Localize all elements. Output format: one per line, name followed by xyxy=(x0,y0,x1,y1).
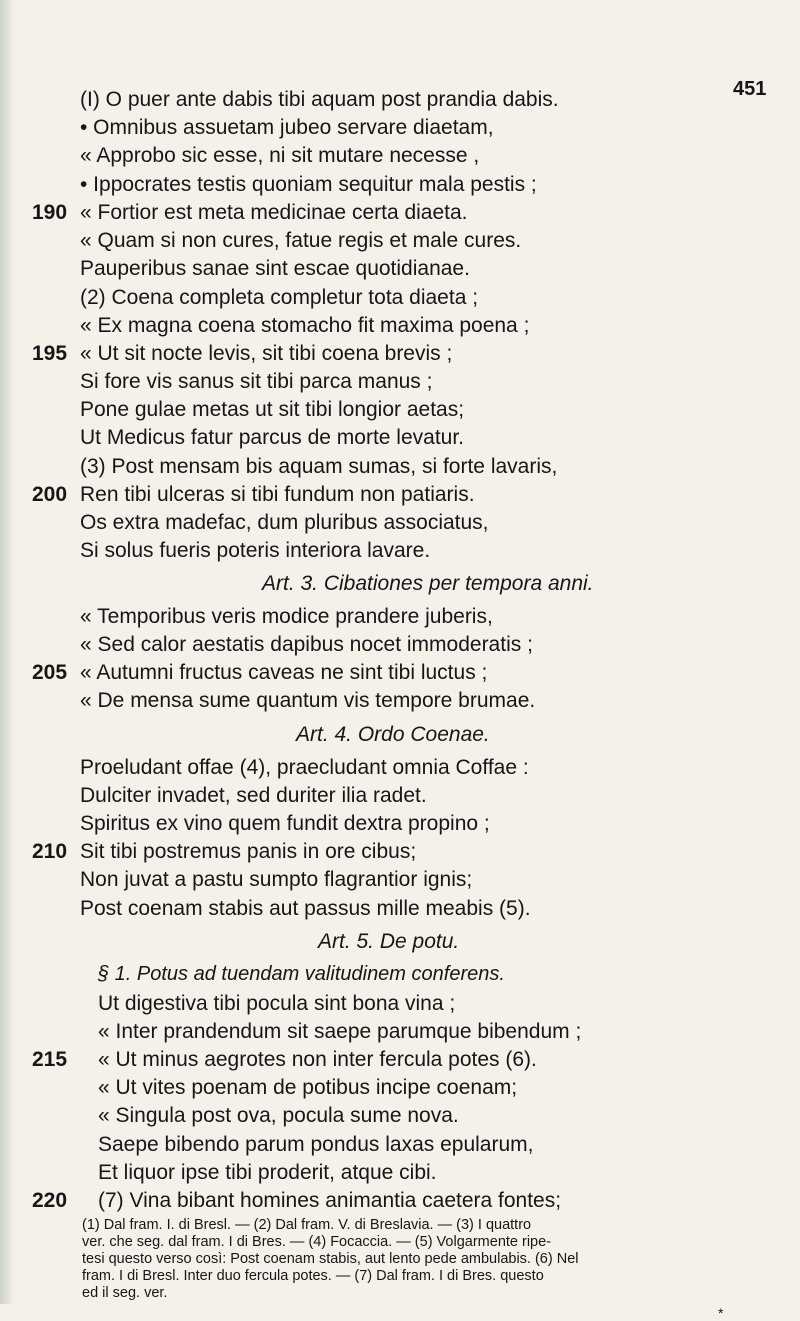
verse-line: Sit tibi postremus panis in ore cibus; xyxy=(80,840,417,863)
verse-line: « Ut vites poenam de potibus incipe coenam; xyxy=(98,1076,518,1099)
subsection-heading: § 1. Potus ad tuendam valitudinem conferens. xyxy=(98,963,505,985)
footnote-line: fram. I di Bresl. Inter duo fercula potes. — (7) Dal fram. I di Bres. questo xyxy=(82,1268,544,1284)
verse-line: « Sed calor aestatis dapibus nocet immoderatis ; xyxy=(80,633,533,656)
verse-line: Os extra madefac, dum pluribus associatus, xyxy=(80,511,489,534)
verse-line: « Quam si non cures, fatue regis et male cures. xyxy=(80,229,522,252)
section-heading-art-4: Art. 4. Ordo Coenae. xyxy=(296,723,490,746)
line-number: 190 xyxy=(32,201,68,224)
verse-line: Pone gulae metas ut sit tibi longior aetas; xyxy=(80,398,465,421)
verse-line: (3) Post mensam bis aquam sumas, si forte lavaris, xyxy=(80,455,558,478)
footnote-line: (1) Dal fram. I. di Bresl. — (2) Dal fram. V. di Breslavia. — (3) I quattro xyxy=(82,1217,532,1233)
verse-line: Saepe bibendo parum pondus laxas epularum, xyxy=(98,1133,534,1156)
verse-line: « Singula post ova, pocula sume nova. xyxy=(98,1104,459,1127)
footnote-line: ver. che seg. dal fram. I di Bres. — (4) Focaccia. — (5) Volgarmente ripe- xyxy=(82,1234,552,1250)
verse-line: « Ut sit nocte levis, sit tibi coena brevis ; xyxy=(80,342,453,365)
verse-line: (2) Coena completa completur tota diaeta ; xyxy=(80,286,479,309)
verse-line: • Ippocrates testis quoniam sequitur mala pestis ; xyxy=(80,173,537,196)
line-number: 195 xyxy=(32,342,68,365)
line-number: 205 xyxy=(32,661,68,684)
verse-line: (7) Vina bibant homines animantia caetera fontes; xyxy=(98,1189,562,1212)
footnote-line: ed il seg. ver. xyxy=(82,1285,168,1301)
line-number: 210 xyxy=(32,840,68,863)
verse-line: Ren tibi ulceras si tibi fundum non patiaris. xyxy=(80,483,475,506)
verse-line: • Omnibus assuetam jubeo servare diaetam, xyxy=(80,116,494,139)
verse-line: Post coenam stabis aut passus mille meabis (5). xyxy=(80,897,531,920)
verse-line: Ut digestiva tibi pocula sint bona vina ; xyxy=(98,992,456,1015)
verse-line: Si fore vis sanus sit tibi parca manus ; xyxy=(80,370,433,393)
verse-line: (I) O puer ante dabis tibi aquam post prandia dabis. xyxy=(80,88,559,111)
line-number: 215 xyxy=(32,1048,68,1071)
verse-line: « Ut minus aegrotes non inter fercula potes (6). xyxy=(98,1048,537,1071)
line-number: 200 xyxy=(32,483,68,506)
verse-line: Spiritus ex vino quem fundit dextra propino ; xyxy=(80,812,490,835)
catchword-asterisk: * xyxy=(718,1305,724,1321)
book-binding-edge xyxy=(0,0,14,1304)
verse-line: « Approbo sic esse, ni sit mutare necesse , xyxy=(80,144,480,167)
footnote-line: tesi questo verso così: Post coenam stabis, aut lento pede ambulabis. (6) Nel xyxy=(82,1251,579,1267)
verse-line: Dulciter invadet, sed duriter ilia radet. xyxy=(80,784,427,807)
verse-line: Ut Medicus fatur parcus de morte levatur. xyxy=(80,426,464,449)
verse-line: Non juvat a pastu sumpto flagrantior ignis; xyxy=(80,868,473,891)
verse-line: « Autumni fructus caveas ne sint tibi luctus ; xyxy=(80,661,488,684)
page-number: 451 xyxy=(733,78,767,100)
verse-line: Et liquor ipse tibi proderit, atque cibi. xyxy=(98,1161,437,1184)
verse-line: « Ex magna coena stomacho fit maxima poena ; xyxy=(80,314,530,337)
line-number: 220 xyxy=(32,1189,68,1212)
verse-line: Pauperibus sanae sint escae quotidianae. xyxy=(80,257,470,280)
section-heading-art-5: Art. 5. De potu. xyxy=(318,930,460,953)
verse-line: « Temporibus veris modice prandere juberis, xyxy=(80,605,493,628)
verse-line: « Inter prandendum sit saepe parumque bibendum ; xyxy=(98,1020,582,1043)
verse-line: Si solus fueris poteris interiora lavare. xyxy=(80,539,431,562)
verse-line: « Fortior est meta medicinae certa diaeta. xyxy=(80,201,468,224)
verse-line: Proeludant offae (4), praecludant omnia Coffae : xyxy=(80,756,529,779)
verse-line: « De mensa sume quantum vis tempore brumae. xyxy=(80,689,536,712)
section-heading-art-3: Art. 3. Cibationes per tempora anni. xyxy=(262,572,594,595)
